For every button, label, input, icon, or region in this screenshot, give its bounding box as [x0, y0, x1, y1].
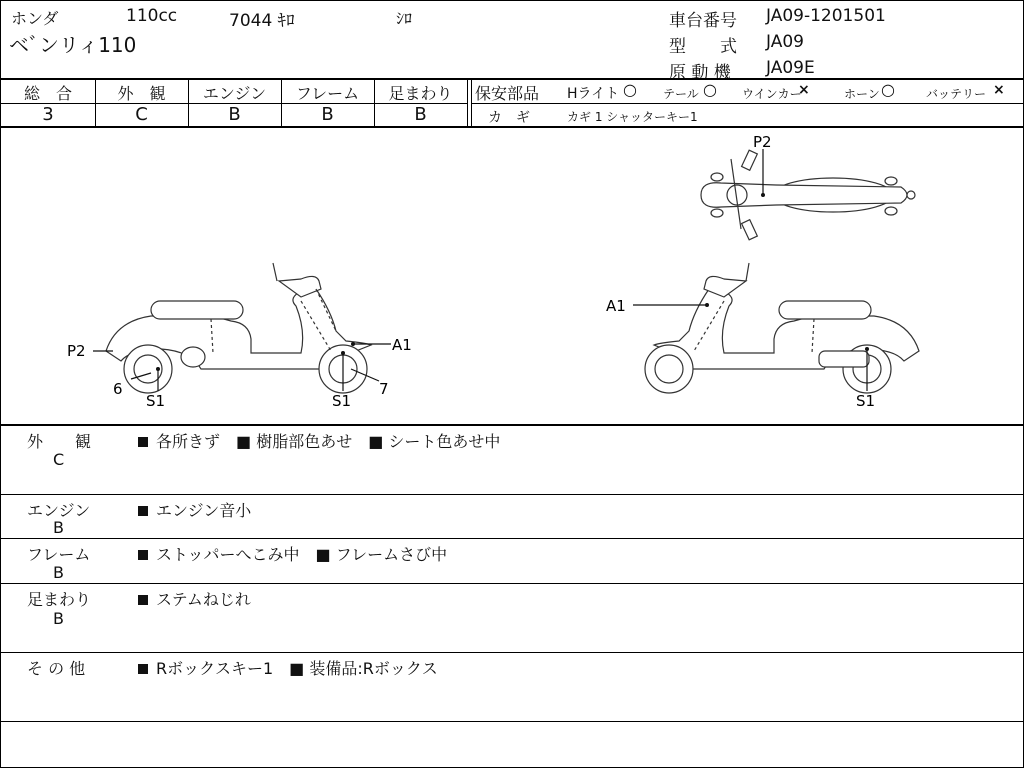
displacement: 110cc — [126, 6, 178, 26]
frame-no-label: 車台番号 — [669, 11, 737, 31]
label-7: 7 — [379, 380, 389, 398]
battery-label: バッテリー — [926, 87, 987, 101]
grade-frame-label: フレーム — [295, 84, 360, 103]
scooter-diagram — [1, 128, 1023, 424]
remark-appearance-text: 各所きず ■ 樹脂部色あせ ■ シート色あせ中 — [138, 429, 500, 452]
grade-appearance-value: C — [135, 104, 148, 125]
safety-label: 保安部品 — [475, 84, 540, 103]
remark-engine-text: エンジン音小 — [138, 498, 251, 521]
remark-frame-grade: B — [53, 563, 64, 582]
remark-appearance-label: 外 観 — [27, 432, 92, 451]
grade-total-value: 3 — [42, 104, 54, 125]
label-a1-right: A1 — [606, 297, 626, 315]
grade-engine-label: エンジン — [202, 84, 267, 103]
label-s1-right: S1 — [856, 392, 876, 410]
label-a1-left: A1 — [392, 336, 412, 354]
grade-suspension-value: B — [414, 104, 427, 125]
remark-engine-grade: B — [53, 518, 64, 537]
remark-frame-label: フレーム — [27, 545, 91, 564]
remark-other-text: Rボックスキー1 ■ 装備品:Rボックス — [138, 656, 438, 679]
key-value: カギ 1 シャッターキー1 — [567, 110, 698, 124]
remark-suspension-grade: B — [53, 609, 64, 628]
maker: ホンダ — [11, 9, 59, 28]
horn-ok-icon: ○ — [881, 80, 895, 99]
model-name: ベﾞンリィ110 — [9, 33, 137, 57]
frame-no: JA09-1201501 — [766, 6, 886, 26]
winker-ng-icon: × — [798, 82, 810, 98]
grade-suspension-label: 足まわり — [388, 84, 453, 103]
remark-appearance-grade: C — [53, 450, 65, 469]
scooter-top-view — [701, 150, 915, 240]
scooter-right-view — [645, 263, 919, 393]
engine-label: 原 動 機 — [669, 63, 731, 83]
grade-appearance-label: 外 観 — [117, 84, 166, 103]
remark-engine-label: エンジン — [27, 501, 91, 520]
body-color: ｼﾛ — [396, 9, 413, 28]
remark-frame-text: ストッパーへこみ中 ■ フレームさび中 — [138, 542, 447, 565]
grade-engine-value: B — [228, 104, 241, 125]
divider — [1, 78, 1023, 80]
label-p2-top: P2 — [753, 133, 772, 151]
engine-value: JA09E — [766, 58, 815, 78]
headlight-label: Hライト — [567, 86, 620, 102]
mileage: 7044 ｷﾛ — [229, 11, 295, 31]
label-s1-left-front: S1 — [332, 392, 352, 410]
taillight-ok-icon: ○ — [703, 80, 717, 99]
grade-total-label: 総 合 — [23, 84, 72, 103]
winker-label: ウインカー — [742, 87, 802, 101]
horn-label: ホーン — [844, 87, 880, 101]
headlight-ok-icon: ○ — [623, 80, 637, 99]
label-p2-left: P2 — [67, 342, 86, 360]
battery-ng-icon: × — [993, 82, 1005, 98]
remark-suspension-label: 足まわり — [27, 590, 92, 609]
key-label: カ ギ — [488, 110, 530, 126]
scooter-left-view — [106, 263, 371, 393]
label-6: 6 — [113, 380, 123, 398]
grade-frame-value: B — [321, 104, 334, 125]
type-label: 型 式 — [669, 37, 737, 57]
type-value: JA09 — [766, 32, 804, 52]
remark-suspension-text: ステムねじれ — [138, 587, 251, 610]
taillight-label: テール — [663, 87, 699, 101]
label-s1-left-rear: S1 — [146, 392, 166, 410]
remark-other-label: そ の 他 — [27, 659, 86, 678]
